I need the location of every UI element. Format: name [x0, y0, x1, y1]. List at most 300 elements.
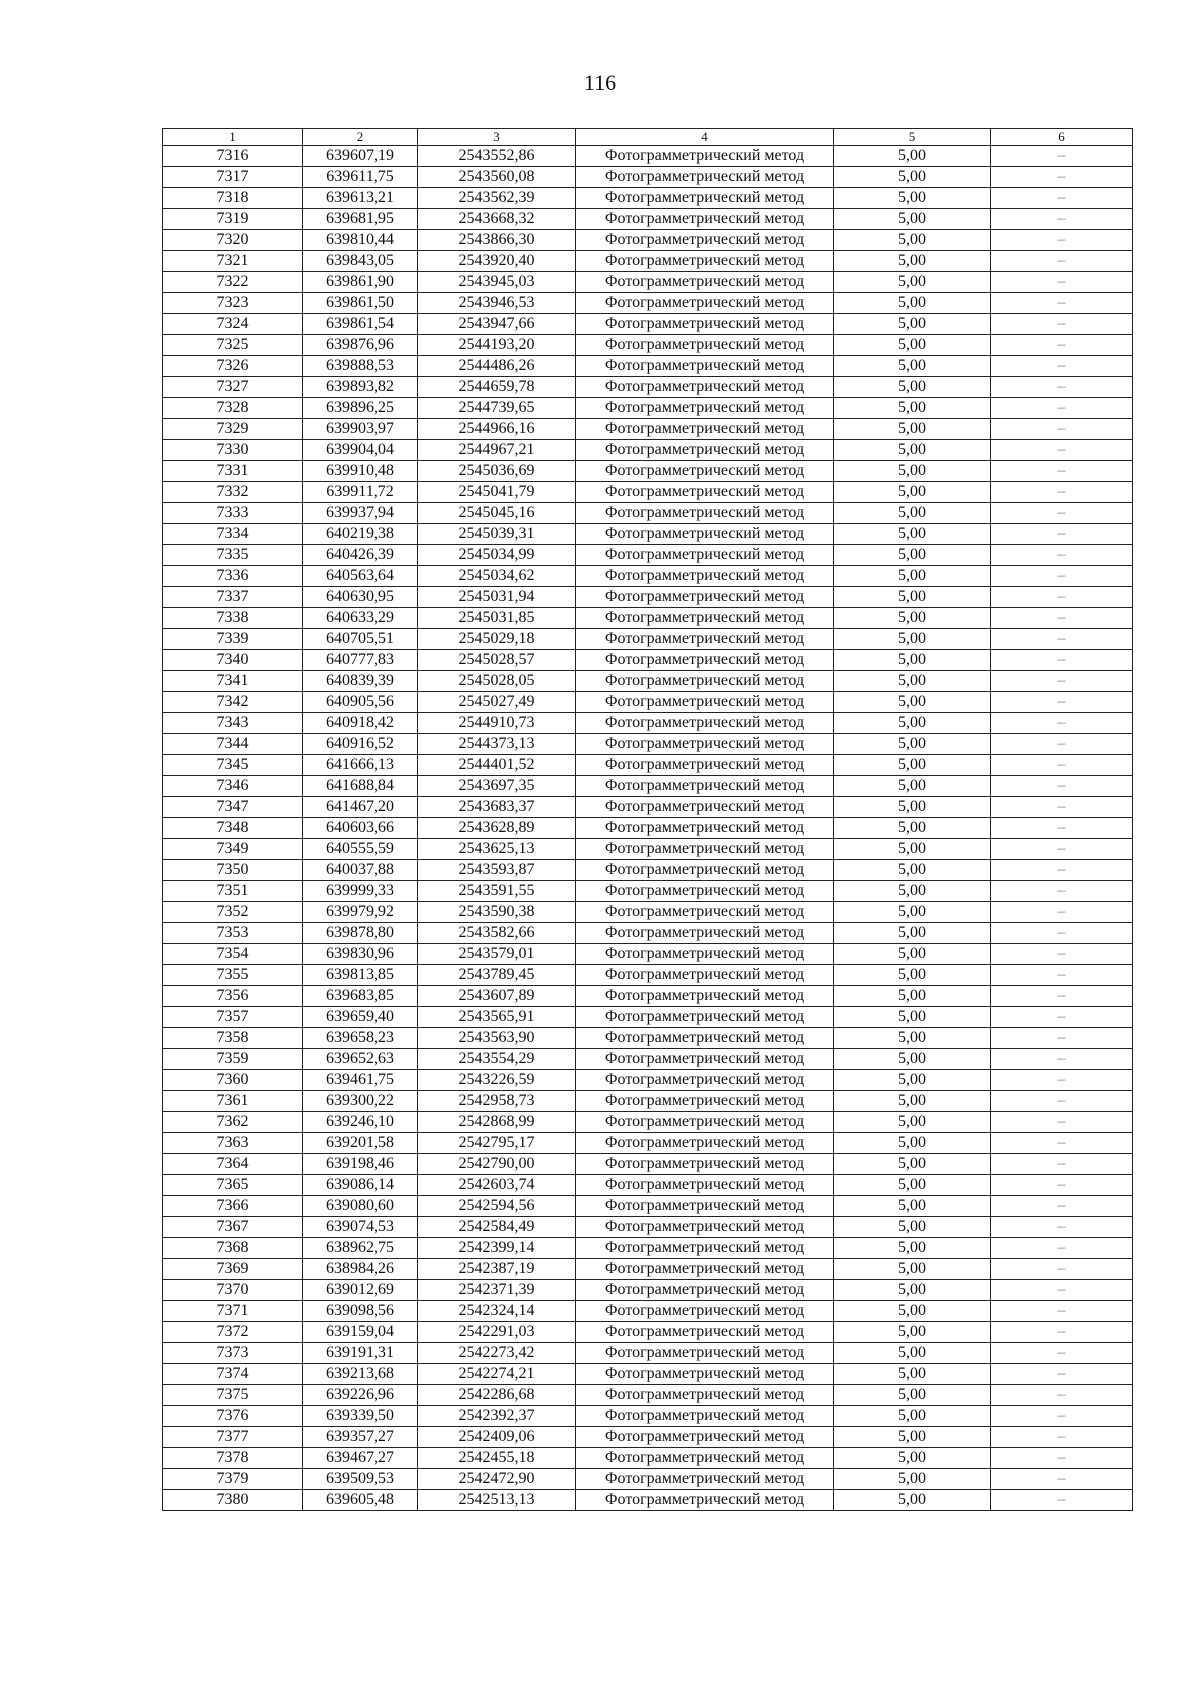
note-cell: –: [991, 1280, 1133, 1301]
point-number-cell: 7353: [163, 923, 303, 944]
accuracy-cell: 5,00: [834, 1259, 991, 1280]
point-number-cell: 7347: [163, 797, 303, 818]
x-coordinate-cell: 640777,83: [303, 650, 418, 671]
table-row: [163, 335, 1133, 356]
point-number-cell: 7324: [163, 314, 303, 335]
table-row: [163, 356, 1133, 377]
y-coordinate-cell: 2543628,89: [418, 818, 576, 839]
method-cell: Фотограмметрический метод: [576, 356, 834, 377]
header-col-5: 5: [834, 129, 991, 146]
table-row: [163, 671, 1133, 692]
x-coordinate-cell: 639878,80: [303, 923, 418, 944]
x-coordinate-cell: 640563,64: [303, 566, 418, 587]
table-row: [163, 1007, 1133, 1028]
x-coordinate-cell: 639201,58: [303, 1133, 418, 1154]
y-coordinate-cell: 2543625,13: [418, 839, 576, 860]
note-cell: –: [991, 356, 1133, 377]
x-coordinate-cell: 639830,96: [303, 944, 418, 965]
y-coordinate-cell: 2545029,18: [418, 629, 576, 650]
table-row: [163, 314, 1133, 335]
y-coordinate-cell: 2543560,08: [418, 167, 576, 188]
table-row: [163, 629, 1133, 650]
x-coordinate-cell: 641666,13: [303, 755, 418, 776]
method-cell: Фотограмметрический метод: [576, 776, 834, 797]
method-cell: Фотограмметрический метод: [576, 503, 834, 524]
accuracy-cell: 5,00: [834, 1448, 991, 1469]
header-col-4: 4: [576, 129, 834, 146]
x-coordinate-cell: 639080,60: [303, 1196, 418, 1217]
point-number-cell: 7360: [163, 1070, 303, 1091]
point-number-cell: 7367: [163, 1217, 303, 1238]
accuracy-cell: 5,00: [834, 230, 991, 251]
method-cell: Фотограмметрический метод: [576, 797, 834, 818]
note-cell: –: [991, 1406, 1133, 1427]
note-cell: –: [991, 1007, 1133, 1028]
point-number-cell: 7342: [163, 692, 303, 713]
accuracy-cell: 5,00: [834, 545, 991, 566]
x-coordinate-cell: 640603,66: [303, 818, 418, 839]
y-coordinate-cell: 2545041,79: [418, 482, 576, 503]
accuracy-cell: 5,00: [834, 209, 991, 230]
point-number-cell: 7336: [163, 566, 303, 587]
method-cell: Фотограмметрический метод: [576, 146, 834, 167]
y-coordinate-cell: 2543866,30: [418, 230, 576, 251]
y-coordinate-cell: 2545034,99: [418, 545, 576, 566]
note-cell: –: [991, 1091, 1133, 1112]
x-coordinate-cell: 640839,39: [303, 671, 418, 692]
table-row: [163, 1070, 1133, 1091]
x-coordinate-cell: 638984,26: [303, 1259, 418, 1280]
accuracy-cell: 5,00: [834, 1028, 991, 1049]
accuracy-cell: 5,00: [834, 692, 991, 713]
x-coordinate-cell: 639226,96: [303, 1385, 418, 1406]
accuracy-cell: 5,00: [834, 398, 991, 419]
table-row: [163, 1385, 1133, 1406]
x-coordinate-cell: 640426,39: [303, 545, 418, 566]
x-coordinate-cell: 639843,05: [303, 251, 418, 272]
y-coordinate-cell: 2542603,74: [418, 1175, 576, 1196]
accuracy-cell: 5,00: [834, 1070, 991, 1091]
point-number-cell: 7337: [163, 587, 303, 608]
x-coordinate-cell: 639810,44: [303, 230, 418, 251]
x-coordinate-cell: 639652,63: [303, 1049, 418, 1070]
note-cell: –: [991, 524, 1133, 545]
note-cell: –: [991, 167, 1133, 188]
x-coordinate-cell: 639911,72: [303, 482, 418, 503]
note-cell: –: [991, 629, 1133, 650]
y-coordinate-cell: 2542286,68: [418, 1385, 576, 1406]
table-row: [163, 251, 1133, 272]
accuracy-cell: 5,00: [834, 335, 991, 356]
accuracy-cell: 5,00: [834, 1469, 991, 1490]
x-coordinate-cell: 639198,46: [303, 1154, 418, 1175]
method-cell: Фотограмметрический метод: [576, 230, 834, 251]
method-cell: Фотограмметрический метод: [576, 1175, 834, 1196]
method-cell: Фотограмметрический метод: [576, 734, 834, 755]
x-coordinate-cell: 639611,75: [303, 167, 418, 188]
table-row: [163, 1448, 1133, 1469]
method-cell: Фотограмметрический метод: [576, 335, 834, 356]
point-number-cell: 7332: [163, 482, 303, 503]
x-coordinate-cell: 639159,04: [303, 1322, 418, 1343]
x-coordinate-cell: 639461,75: [303, 1070, 418, 1091]
method-cell: Фотограмметрический метод: [576, 1259, 834, 1280]
point-number-cell: 7379: [163, 1469, 303, 1490]
note-cell: –: [991, 188, 1133, 209]
note-cell: –: [991, 1154, 1133, 1175]
method-cell: Фотограмметрический метод: [576, 881, 834, 902]
note-cell: –: [991, 734, 1133, 755]
point-number-cell: 7364: [163, 1154, 303, 1175]
method-cell: Фотограмметрический метод: [576, 1280, 834, 1301]
table-row: [163, 818, 1133, 839]
note-cell: –: [991, 1301, 1133, 1322]
x-coordinate-cell: 639683,85: [303, 986, 418, 1007]
method-cell: Фотограмметрический метод: [576, 1448, 834, 1469]
point-number-cell: 7345: [163, 755, 303, 776]
x-coordinate-cell: 641688,84: [303, 776, 418, 797]
note-cell: –: [991, 335, 1133, 356]
table-row: [163, 1469, 1133, 1490]
table-row: [163, 503, 1133, 524]
method-cell: Фотограмметрический метод: [576, 1301, 834, 1322]
method-cell: Фотограмметрический метод: [576, 986, 834, 1007]
table-row: [163, 188, 1133, 209]
method-cell: Фотограмметрический метод: [576, 860, 834, 881]
note-cell: –: [991, 482, 1133, 503]
accuracy-cell: 5,00: [834, 1007, 991, 1028]
y-coordinate-cell: 2544193,20: [418, 335, 576, 356]
y-coordinate-cell: 2542392,37: [418, 1406, 576, 1427]
method-cell: Фотограмметрический метод: [576, 524, 834, 545]
table-row: [163, 1259, 1133, 1280]
method-cell: Фотограмметрический метод: [576, 1427, 834, 1448]
note-cell: –: [991, 566, 1133, 587]
accuracy-cell: 5,00: [834, 965, 991, 986]
x-coordinate-cell: 639876,96: [303, 335, 418, 356]
x-coordinate-cell: 640705,51: [303, 629, 418, 650]
table-row: [163, 272, 1133, 293]
y-coordinate-cell: 2542958,73: [418, 1091, 576, 1112]
table-row: [163, 1343, 1133, 1364]
point-number-cell: 7325: [163, 335, 303, 356]
accuracy-cell: 5,00: [834, 776, 991, 797]
y-coordinate-cell: 2545027,49: [418, 692, 576, 713]
x-coordinate-cell: 639339,50: [303, 1406, 418, 1427]
point-number-cell: 7371: [163, 1301, 303, 1322]
point-number-cell: 7343: [163, 713, 303, 734]
table-row: [163, 776, 1133, 797]
note-cell: –: [991, 461, 1133, 482]
point-number-cell: 7319: [163, 209, 303, 230]
header-col-1: 1: [163, 129, 303, 146]
note-cell: –: [991, 923, 1133, 944]
y-coordinate-cell: 2542584,49: [418, 1217, 576, 1238]
table-row: [163, 1217, 1133, 1238]
y-coordinate-cell: 2545039,31: [418, 524, 576, 545]
table-row: [163, 230, 1133, 251]
y-coordinate-cell: 2545028,05: [418, 671, 576, 692]
note-cell: –: [991, 1469, 1133, 1490]
method-cell: Фотограмметрический метод: [576, 1322, 834, 1343]
method-cell: Фотограмметрический метод: [576, 1049, 834, 1070]
method-cell: Фотограмметрический метод: [576, 818, 834, 839]
accuracy-cell: 5,00: [834, 1301, 991, 1322]
x-coordinate-cell: 639861,54: [303, 314, 418, 335]
table-row: [163, 1028, 1133, 1049]
table-row: [163, 797, 1133, 818]
x-coordinate-cell: 639910,48: [303, 461, 418, 482]
table-row: [163, 860, 1133, 881]
y-coordinate-cell: 2542455,18: [418, 1448, 576, 1469]
accuracy-cell: 5,00: [834, 1406, 991, 1427]
note-cell: –: [991, 671, 1133, 692]
accuracy-cell: 5,00: [834, 272, 991, 293]
table-row: [163, 881, 1133, 902]
x-coordinate-cell: 639861,50: [303, 293, 418, 314]
x-coordinate-cell: 639605,48: [303, 1490, 418, 1511]
x-coordinate-cell: 639937,94: [303, 503, 418, 524]
method-cell: Фотограмметрический метод: [576, 923, 834, 944]
method-cell: Фотограмметрический метод: [576, 566, 834, 587]
note-cell: –: [991, 1364, 1133, 1385]
y-coordinate-cell: 2543226,59: [418, 1070, 576, 1091]
method-cell: Фотограмметрический метод: [576, 1133, 834, 1154]
y-coordinate-cell: 2542399,14: [418, 1238, 576, 1259]
point-number-cell: 7363: [163, 1133, 303, 1154]
y-coordinate-cell: 2545034,62: [418, 566, 576, 587]
table-row: [163, 608, 1133, 629]
note-cell: –: [991, 1070, 1133, 1091]
point-number-cell: 7328: [163, 398, 303, 419]
accuracy-cell: 5,00: [834, 923, 991, 944]
y-coordinate-cell: 2542273,42: [418, 1343, 576, 1364]
accuracy-cell: 5,00: [834, 356, 991, 377]
y-coordinate-cell: 2544486,26: [418, 356, 576, 377]
point-number-cell: 7370: [163, 1280, 303, 1301]
accuracy-cell: 5,00: [834, 1196, 991, 1217]
method-cell: Фотограмметрический метод: [576, 440, 834, 461]
x-coordinate-cell: 639607,19: [303, 146, 418, 167]
y-coordinate-cell: 2542409,06: [418, 1427, 576, 1448]
note-cell: –: [991, 587, 1133, 608]
x-coordinate-cell: 639613,21: [303, 188, 418, 209]
note-cell: –: [991, 755, 1133, 776]
table-row: [163, 398, 1133, 419]
accuracy-cell: 5,00: [834, 1133, 991, 1154]
point-number-cell: 7372: [163, 1322, 303, 1343]
y-coordinate-cell: 2542513,13: [418, 1490, 576, 1511]
table-row: [163, 944, 1133, 965]
note-cell: –: [991, 1175, 1133, 1196]
y-coordinate-cell: 2542371,39: [418, 1280, 576, 1301]
method-cell: Фотограмметрический метод: [576, 167, 834, 188]
point-number-cell: 7358: [163, 1028, 303, 1049]
method-cell: Фотограмметрический метод: [576, 1154, 834, 1175]
x-coordinate-cell: 639246,10: [303, 1112, 418, 1133]
method-cell: Фотограмметрический метод: [576, 755, 834, 776]
point-number-cell: 7366: [163, 1196, 303, 1217]
x-coordinate-cell: 639659,40: [303, 1007, 418, 1028]
accuracy-cell: 5,00: [834, 860, 991, 881]
table-row: [163, 986, 1133, 1007]
point-number-cell: 7326: [163, 356, 303, 377]
note-cell: –: [991, 251, 1133, 272]
point-number-cell: 7365: [163, 1175, 303, 1196]
accuracy-cell: 5,00: [834, 482, 991, 503]
table-row: [163, 713, 1133, 734]
table-row: [163, 146, 1133, 167]
x-coordinate-cell: 641467,20: [303, 797, 418, 818]
table-row: [163, 1091, 1133, 1112]
point-number-cell: 7373: [163, 1343, 303, 1364]
x-coordinate-cell: 640630,95: [303, 587, 418, 608]
x-coordinate-cell: 639979,92: [303, 902, 418, 923]
x-coordinate-cell: 640905,56: [303, 692, 418, 713]
point-number-cell: 7323: [163, 293, 303, 314]
method-cell: Фотограмметрический метод: [576, 629, 834, 650]
header-col-2: 2: [303, 129, 418, 146]
point-number-cell: 7320: [163, 230, 303, 251]
x-coordinate-cell: 639191,31: [303, 1343, 418, 1364]
point-number-cell: 7357: [163, 1007, 303, 1028]
point-number-cell: 7344: [163, 734, 303, 755]
accuracy-cell: 5,00: [834, 1364, 991, 1385]
point-number-cell: 7330: [163, 440, 303, 461]
point-number-cell: 7369: [163, 1259, 303, 1280]
accuracy-cell: 5,00: [834, 314, 991, 335]
accuracy-cell: 5,00: [834, 503, 991, 524]
accuracy-cell: 5,00: [834, 797, 991, 818]
note-cell: –: [991, 1217, 1133, 1238]
table-row: [163, 566, 1133, 587]
note-cell: –: [991, 818, 1133, 839]
header-row: [163, 129, 1133, 146]
accuracy-cell: 5,00: [834, 1154, 991, 1175]
point-number-cell: 7377: [163, 1427, 303, 1448]
method-cell: Фотограмметрический метод: [576, 209, 834, 230]
note-cell: –: [991, 398, 1133, 419]
x-coordinate-cell: 639893,82: [303, 377, 418, 398]
x-coordinate-cell: 639300,22: [303, 1091, 418, 1112]
note-cell: –: [991, 377, 1133, 398]
y-coordinate-cell: 2543945,03: [418, 272, 576, 293]
note-cell: –: [991, 440, 1133, 461]
note-cell: –: [991, 503, 1133, 524]
point-number-cell: 7339: [163, 629, 303, 650]
table-row: [163, 482, 1133, 503]
y-coordinate-cell: 2543946,53: [418, 293, 576, 314]
note-cell: –: [991, 713, 1133, 734]
table-row: [163, 923, 1133, 944]
accuracy-cell: 5,00: [834, 293, 991, 314]
point-number-cell: 7335: [163, 545, 303, 566]
accuracy-cell: 5,00: [834, 755, 991, 776]
y-coordinate-cell: 2542387,19: [418, 1259, 576, 1280]
point-number-cell: 7338: [163, 608, 303, 629]
method-cell: Фотограмметрический метод: [576, 272, 834, 293]
x-coordinate-cell: 639509,53: [303, 1469, 418, 1490]
note-cell: –: [991, 1112, 1133, 1133]
point-number-cell: 7327: [163, 377, 303, 398]
point-number-cell: 7354: [163, 944, 303, 965]
table-row: [163, 1196, 1133, 1217]
table-row: [163, 1238, 1133, 1259]
point-number-cell: 7374: [163, 1364, 303, 1385]
note-cell: –: [991, 545, 1133, 566]
accuracy-cell: 5,00: [834, 734, 991, 755]
note-cell: –: [991, 986, 1133, 1007]
y-coordinate-cell: 2545031,85: [418, 608, 576, 629]
method-cell: Фотограмметрический метод: [576, 293, 834, 314]
x-coordinate-cell: 639999,33: [303, 881, 418, 902]
y-coordinate-cell: 2543683,37: [418, 797, 576, 818]
point-number-cell: 7361: [163, 1091, 303, 1112]
accuracy-cell: 5,00: [834, 1217, 991, 1238]
y-coordinate-cell: 2543607,89: [418, 986, 576, 1007]
x-coordinate-cell: 638962,75: [303, 1238, 418, 1259]
y-coordinate-cell: 2544966,16: [418, 419, 576, 440]
table-row: [163, 1280, 1133, 1301]
accuracy-cell: 5,00: [834, 566, 991, 587]
coordinates-table: [162, 128, 1133, 1511]
y-coordinate-cell: 2542274,21: [418, 1364, 576, 1385]
note-cell: –: [991, 209, 1133, 230]
method-cell: Фотограмметрический метод: [576, 1406, 834, 1427]
table-row: [163, 1301, 1133, 1322]
y-coordinate-cell: 2545031,94: [418, 587, 576, 608]
y-coordinate-cell: 2542795,17: [418, 1133, 576, 1154]
note-cell: –: [991, 1343, 1133, 1364]
accuracy-cell: 5,00: [834, 1385, 991, 1406]
method-cell: Фотограмметрический метод: [576, 1217, 834, 1238]
note-cell: –: [991, 1490, 1133, 1511]
table-row: [163, 1427, 1133, 1448]
page-number: 116: [583, 70, 617, 95]
note-cell: –: [991, 1238, 1133, 1259]
x-coordinate-cell: 639861,90: [303, 272, 418, 293]
table-row: [163, 755, 1133, 776]
y-coordinate-cell: 2543579,01: [418, 944, 576, 965]
table-body: [163, 146, 1133, 1511]
table-row: [163, 734, 1133, 755]
method-cell: Фотограмметрический метод: [576, 1196, 834, 1217]
table-row: [163, 1175, 1133, 1196]
y-coordinate-cell: 2542790,00: [418, 1154, 576, 1175]
table-row: [163, 440, 1133, 461]
table-row: [163, 545, 1133, 566]
method-cell: Фотограмметрический метод: [576, 1469, 834, 1490]
accuracy-cell: 5,00: [834, 1427, 991, 1448]
note-cell: –: [991, 608, 1133, 629]
note-cell: –: [991, 293, 1133, 314]
note-cell: –: [991, 944, 1133, 965]
point-number-cell: 7346: [163, 776, 303, 797]
method-cell: Фотограмметрический метод: [576, 461, 834, 482]
x-coordinate-cell: 639467,27: [303, 1448, 418, 1469]
x-coordinate-cell: 640219,38: [303, 524, 418, 545]
method-cell: Фотограмметрический метод: [576, 902, 834, 923]
y-coordinate-cell: 2543947,66: [418, 314, 576, 335]
note-cell: –: [991, 902, 1133, 923]
note-cell: –: [991, 146, 1133, 167]
y-coordinate-cell: 2544401,52: [418, 755, 576, 776]
note-cell: –: [991, 1385, 1133, 1406]
point-number-cell: 7341: [163, 671, 303, 692]
y-coordinate-cell: 2542472,90: [418, 1469, 576, 1490]
accuracy-cell: 5,00: [834, 986, 991, 1007]
y-coordinate-cell: 2543554,29: [418, 1049, 576, 1070]
